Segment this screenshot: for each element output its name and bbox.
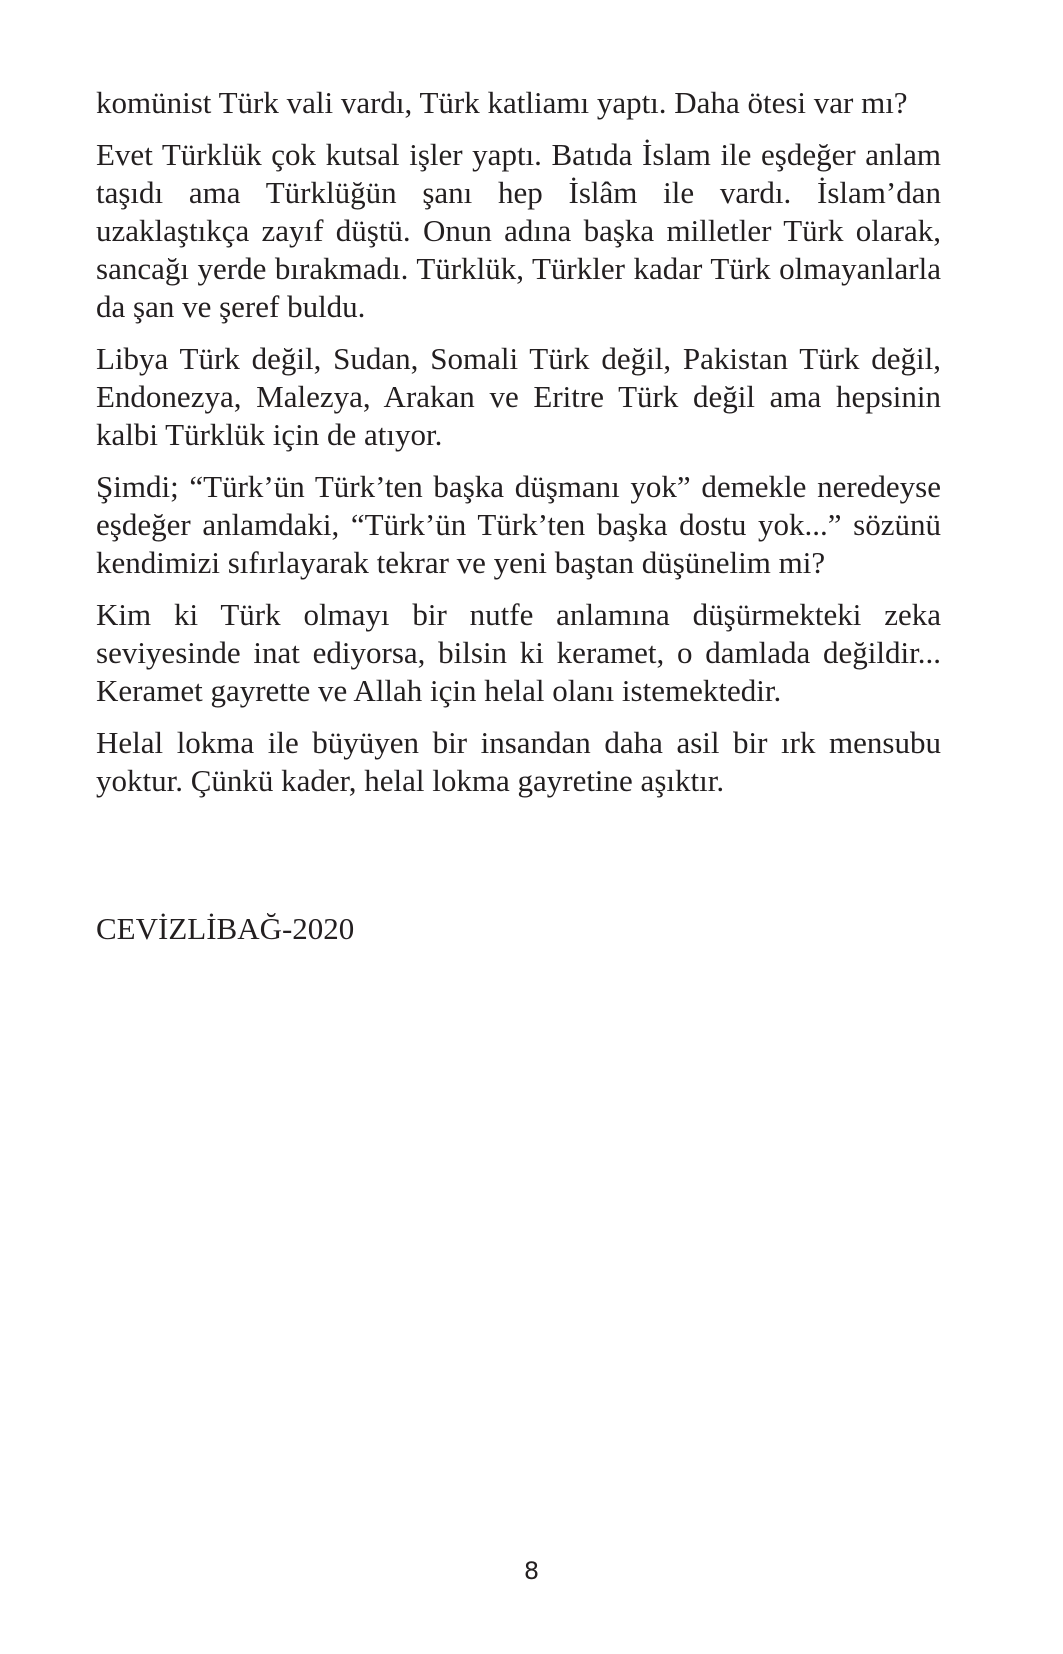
paragraph: komünist Türk vali vardı, Türk katliamı yaptı. Daha ötesi var mı? [96, 85, 908, 120]
paragraph: Libya Türk değil, Sudan, Somali Türk değil, Pakistan Türk değil, Endonezya, Malezya, Arakan ve Eritre Türk değil ama hepsinin kalbi Türklük için de atıyor. [96, 341, 941, 452]
paragraph: Şimdi; “Türk’ün Türk’ten başka düşmanı yok” demekle neredeyse eşdeğer anlamdaki, “Türk’ün Türk’ten başka dostu yok...” sözünü kendimizi sıfırlayarak tekrar ve yeni baştan düşünelim mi? [96, 469, 941, 580]
paragraph: Helal lokma ile büyüyen bir insandan daha asil bir ırk mensubu yoktur. Çünkü kader, helal lokma gayretine aşıktır. [96, 725, 941, 798]
place-date-signature: CEVİZLİBAĞ-2020 [96, 911, 355, 946]
page-number: 8 [523, 1557, 540, 1585]
paragraph: Evet Türklük çok kutsal işler yaptı. Batıda İslam ile eşdeğer anlam taşıdı ama Türklüğün şanı hep İslâm ile vardı. İslam’dan uzaklaştıkça zayıf düştü. Onun adına başka milletler Türk olarak, sancağı yerde bırakmadı. Türklük, Türkler kadar Türk olmayanlarla da şan ve şeref buldu. [96, 137, 941, 324]
paragraph: Kim ki Türk olmayı bir nutfe anlamına düşürmekteki zeka seviyesinde inat ediyorsa, bilsin ki keramet, o damlada değildir... Keramet gayrette ve Allah için helal olanı istemektedir. [96, 597, 941, 708]
body-text [96, 84, 941, 814]
